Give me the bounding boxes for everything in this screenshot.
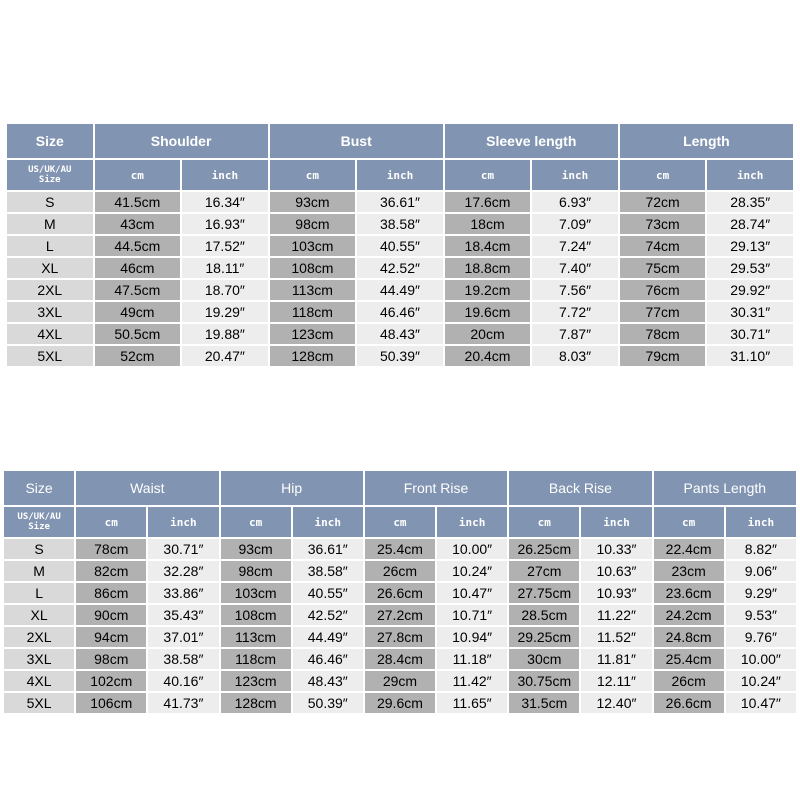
length-inch-cell: 29.53″ (707, 258, 793, 278)
hip-cm-cell: 98cm (221, 561, 291, 581)
back-rise-cm-cell: 29.25cm (509, 627, 579, 647)
table-row (7, 346, 793, 366)
length-inch-cell: 31.10″ (707, 346, 793, 366)
sleeve-length-inch-cell: 7.87″ (532, 324, 618, 344)
size-label: 3XL (7, 302, 93, 322)
sleeve-length-inch-cell: 6.93″ (532, 192, 618, 212)
size-label: L (4, 583, 74, 603)
front-rise-cm-cell: 29.6cm (365, 693, 435, 713)
length-inch-cell: 29.92″ (707, 280, 793, 300)
table-row (7, 324, 793, 344)
length-cm-cell: 72cm (620, 192, 706, 212)
unit-inch-front-rise: inch (437, 507, 507, 537)
length-cm-cell: 76cm (620, 280, 706, 300)
waist-inch-cell: 32.28″ (148, 561, 218, 581)
shoulder-cm-cell: 41.5cm (95, 192, 181, 212)
sleeve-length-inch-cell: 7.24″ (532, 236, 618, 256)
bust-cm-cell: 118cm (270, 302, 356, 322)
unit-inch-back-rise: inch (581, 507, 651, 537)
header-row (7, 124, 793, 158)
hip-cm-cell: 93cm (221, 539, 291, 559)
bust-inch-cell: 36.61″ (357, 192, 443, 212)
unit-cm-bust: cm (270, 160, 356, 190)
column-header-back-rise: Back Rise (509, 471, 651, 505)
column-header-length: Length (620, 124, 793, 158)
back-rise-cm-cell: 31.5cm (509, 693, 579, 713)
back-rise-cm-cell: 30cm (509, 649, 579, 669)
hip-inch-cell: 42.52″ (293, 605, 363, 625)
size-region-label-line: Size (38, 175, 61, 185)
waist-inch-cell: 33.86″ (148, 583, 218, 603)
bust-cm-cell: 93cm (270, 192, 356, 212)
front-rise-inch-cell: 10.94″ (437, 627, 507, 647)
waist-inch-cell: 30.71″ (148, 539, 218, 559)
size-label: XL (4, 605, 74, 625)
back-rise-inch-cell: 12.11″ (581, 671, 651, 691)
unit-cm-shoulder: cm (95, 160, 181, 190)
shoulder-inch-cell: 16.93″ (182, 214, 268, 234)
shoulder-cm-cell: 46cm (95, 258, 181, 278)
sleeve-length-cm-cell: 19.2cm (445, 280, 531, 300)
pants-length-cm-cell: 26.6cm (654, 693, 724, 713)
length-inch-cell: 28.74″ (707, 214, 793, 234)
front-rise-inch-cell: 11.65″ (437, 693, 507, 713)
size-header: Size (7, 124, 93, 158)
length-inch-cell: 30.31″ (707, 302, 793, 322)
sleeve-length-inch-cell: 7.40″ (532, 258, 618, 278)
shoulder-inch-cell: 20.47″ (182, 346, 268, 366)
size-label: 4XL (7, 324, 93, 344)
bust-cm-cell: 103cm (270, 236, 356, 256)
back-rise-cm-cell: 27.75cm (509, 583, 579, 603)
shoulder-inch-cell: 19.88″ (182, 324, 268, 344)
back-rise-inch-cell: 10.93″ (581, 583, 651, 603)
pants-length-cm-cell: 23cm (654, 561, 724, 581)
sleeve-length-cm-cell: 18.8cm (445, 258, 531, 278)
bust-cm-cell: 113cm (270, 280, 356, 300)
size-label: 2XL (4, 627, 74, 647)
column-header-hip: Hip (221, 471, 363, 505)
bust-inch-cell: 46.46″ (357, 302, 443, 322)
shoulder-inch-cell: 18.11″ (182, 258, 268, 278)
waist-inch-cell: 41.73″ (148, 693, 218, 713)
waist-cm-cell: 90cm (76, 605, 146, 625)
length-inch-cell: 29.13″ (707, 236, 793, 256)
column-header-waist: Waist (76, 471, 218, 505)
sleeve-length-cm-cell: 19.6cm (445, 302, 531, 322)
unit-inch-pants-length: inch (726, 507, 796, 537)
waist-cm-cell: 78cm (76, 539, 146, 559)
shoulder-inch-cell: 19.29″ (182, 302, 268, 322)
waist-inch-cell: 35.43″ (148, 605, 218, 625)
shoulder-cm-cell: 43cm (95, 214, 181, 234)
length-cm-cell: 79cm (620, 346, 706, 366)
hip-inch-cell: 38.58″ (293, 561, 363, 581)
back-rise-cm-cell: 28.5cm (509, 605, 579, 625)
bust-cm-cell: 123cm (270, 324, 356, 344)
column-header-sleeve-length: Sleeve length (445, 124, 618, 158)
bust-cm-cell: 98cm (270, 214, 356, 234)
pants-length-inch-cell: 8.82″ (726, 539, 796, 559)
front-rise-inch-cell: 10.24″ (437, 561, 507, 581)
size-label: S (4, 539, 74, 559)
table-row (4, 671, 796, 691)
bust-cm-cell: 128cm (270, 346, 356, 366)
top-size-table (5, 122, 795, 368)
bust-inch-cell: 44.49″ (357, 280, 443, 300)
back-rise-inch-cell: 10.63″ (581, 561, 651, 581)
waist-cm-cell: 102cm (76, 671, 146, 691)
hip-inch-cell: 44.49″ (293, 627, 363, 647)
size-label: L (7, 236, 93, 256)
table-row (7, 192, 793, 212)
column-header-bust: Bust (270, 124, 443, 158)
unit-inch-sleeve-length: inch (532, 160, 618, 190)
bust-inch-cell: 50.39″ (357, 346, 443, 366)
hip-inch-cell: 46.46″ (293, 649, 363, 669)
size-region-label-line: US/UK/AU (17, 512, 61, 522)
sleeve-length-inch-cell: 7.72″ (532, 302, 618, 322)
hip-inch-cell: 40.55″ (293, 583, 363, 603)
pants-length-inch-cell: 10.24″ (726, 671, 796, 691)
pants-length-cm-cell: 22.4cm (654, 539, 724, 559)
unit-cm-pants-length: cm (654, 507, 724, 537)
bust-inch-cell: 48.43″ (357, 324, 443, 344)
shoulder-inch-cell: 16.34″ (182, 192, 268, 212)
length-cm-cell: 77cm (620, 302, 706, 322)
front-rise-cm-cell: 27.8cm (365, 627, 435, 647)
unit-cm-sleeve-length: cm (445, 160, 531, 190)
length-cm-cell: 73cm (620, 214, 706, 234)
hip-cm-cell: 103cm (221, 583, 291, 603)
table-row (4, 605, 796, 625)
shoulder-cm-cell: 52cm (95, 346, 181, 366)
sleeve-length-cm-cell: 18.4cm (445, 236, 531, 256)
shoulder-cm-cell: 47.5cm (95, 280, 181, 300)
size-label: 4XL (4, 671, 74, 691)
pants-length-cm-cell: 24.2cm (654, 605, 724, 625)
front-rise-inch-cell: 11.42″ (437, 671, 507, 691)
front-rise-inch-cell: 10.71″ (437, 605, 507, 625)
front-rise-cm-cell: 26.6cm (365, 583, 435, 603)
size-label: 5XL (7, 346, 93, 366)
pants-length-cm-cell: 25.4cm (654, 649, 724, 669)
column-header-front-rise: Front Rise (365, 471, 507, 505)
sleeve-length-cm-cell: 20cm (445, 324, 531, 344)
waist-cm-cell: 94cm (76, 627, 146, 647)
waist-cm-cell: 82cm (76, 561, 146, 581)
size-label: XL (7, 258, 93, 278)
header-row (4, 471, 796, 505)
waist-inch-cell: 40.16″ (148, 671, 218, 691)
hip-cm-cell: 113cm (221, 627, 291, 647)
table-row (4, 693, 796, 713)
back-rise-inch-cell: 10.33″ (581, 539, 651, 559)
column-header-pants-length: Pants Length (654, 471, 796, 505)
front-rise-cm-cell: 27.2cm (365, 605, 435, 625)
pants-length-cm-cell: 24.8cm (654, 627, 724, 647)
unit-inch-shoulder: inch (182, 160, 268, 190)
hip-cm-cell: 128cm (221, 693, 291, 713)
back-rise-cm-cell: 30.75cm (509, 671, 579, 691)
back-rise-inch-cell: 12.40″ (581, 693, 651, 713)
hip-inch-cell: 50.39″ (293, 693, 363, 713)
front-rise-inch-cell: 10.00″ (437, 539, 507, 559)
pants-length-inch-cell: 9.29″ (726, 583, 796, 603)
size-region-label (4, 507, 74, 537)
waist-cm-cell: 98cm (76, 649, 146, 669)
unit-cm-front-rise: cm (365, 507, 435, 537)
shoulder-inch-cell: 17.52″ (182, 236, 268, 256)
shoulder-cm-cell: 49cm (95, 302, 181, 322)
table-row (7, 214, 793, 234)
back-rise-cm-cell: 27cm (509, 561, 579, 581)
hip-cm-cell: 108cm (221, 605, 291, 625)
table-row (7, 236, 793, 256)
shoulder-inch-cell: 18.70″ (182, 280, 268, 300)
unit-cm-back-rise: cm (509, 507, 579, 537)
table-row (4, 649, 796, 669)
front-rise-inch-cell: 10.47″ (437, 583, 507, 603)
back-rise-inch-cell: 11.81″ (581, 649, 651, 669)
size-label: M (7, 214, 93, 234)
front-rise-inch-cell: 11.18″ (437, 649, 507, 669)
table-row (4, 627, 796, 647)
pants-length-inch-cell: 9.76″ (726, 627, 796, 647)
front-rise-cm-cell: 25.4cm (365, 539, 435, 559)
column-header-shoulder: Shoulder (95, 124, 268, 158)
pants-length-inch-cell: 10.00″ (726, 649, 796, 669)
sleeve-length-cm-cell: 17.6cm (445, 192, 531, 212)
table-row (7, 302, 793, 322)
unit-cm-waist: cm (76, 507, 146, 537)
unit-inch-bust: inch (357, 160, 443, 190)
sleeve-length-inch-cell: 7.56″ (532, 280, 618, 300)
size-label: 5XL (4, 693, 74, 713)
size-label: S (7, 192, 93, 212)
pants-length-cm-cell: 23.6cm (654, 583, 724, 603)
hip-cm-cell: 118cm (221, 649, 291, 669)
size-label: 3XL (4, 649, 74, 669)
length-cm-cell: 74cm (620, 236, 706, 256)
bust-inch-cell: 38.58″ (357, 214, 443, 234)
unit-inch-waist: inch (148, 507, 218, 537)
bottom-size-table (2, 469, 798, 715)
size-region-label-line: US/UK/AU (28, 165, 72, 175)
sleeve-length-inch-cell: 8.03″ (532, 346, 618, 366)
table-row (7, 280, 793, 300)
length-inch-cell: 28.35″ (707, 192, 793, 212)
back-rise-inch-cell: 11.22″ (581, 605, 651, 625)
waist-inch-cell: 37.01″ (148, 627, 218, 647)
pants-length-inch-cell: 9.06″ (726, 561, 796, 581)
bust-cm-cell: 108cm (270, 258, 356, 278)
waist-inch-cell: 38.58″ (148, 649, 218, 669)
front-rise-cm-cell: 26cm (365, 561, 435, 581)
waist-cm-cell: 106cm (76, 693, 146, 713)
front-rise-cm-cell: 28.4cm (365, 649, 435, 669)
size-header: Size (4, 471, 74, 505)
waist-cm-cell: 86cm (76, 583, 146, 603)
length-cm-cell: 78cm (620, 324, 706, 344)
sleeve-length-cm-cell: 18cm (445, 214, 531, 234)
unit-cm-length: cm (620, 160, 706, 190)
pants-length-cm-cell: 26cm (654, 671, 724, 691)
unit-inch-length: inch (707, 160, 793, 190)
back-rise-inch-cell: 11.52″ (581, 627, 651, 647)
shoulder-cm-cell: 44.5cm (95, 236, 181, 256)
front-rise-cm-cell: 29cm (365, 671, 435, 691)
table-row (4, 583, 796, 603)
sleeve-length-inch-cell: 7.09″ (532, 214, 618, 234)
shoulder-cm-cell: 50.5cm (95, 324, 181, 344)
size-region-label-line: Size (28, 522, 50, 532)
hip-inch-cell: 36.61″ (293, 539, 363, 559)
hip-inch-cell: 48.43″ (293, 671, 363, 691)
pants-length-inch-cell: 10.47″ (726, 693, 796, 713)
size-label: 2XL (7, 280, 93, 300)
sleeve-length-cm-cell: 20.4cm (445, 346, 531, 366)
size-label: M (4, 561, 74, 581)
bust-inch-cell: 42.52″ (357, 258, 443, 278)
length-inch-cell: 30.71″ (707, 324, 793, 344)
unit-cm-hip: cm (221, 507, 291, 537)
table-row (7, 258, 793, 278)
unit-inch-hip: inch (293, 507, 363, 537)
unit-header-row (4, 507, 796, 537)
pants-length-inch-cell: 9.53″ (726, 605, 796, 625)
table-row (4, 539, 796, 559)
unit-header-row (7, 160, 793, 190)
length-cm-cell: 75cm (620, 258, 706, 278)
bust-inch-cell: 40.55″ (357, 236, 443, 256)
size-region-label (7, 160, 93, 190)
hip-cm-cell: 123cm (221, 671, 291, 691)
table-row (4, 561, 796, 581)
back-rise-cm-cell: 26.25cm (509, 539, 579, 559)
